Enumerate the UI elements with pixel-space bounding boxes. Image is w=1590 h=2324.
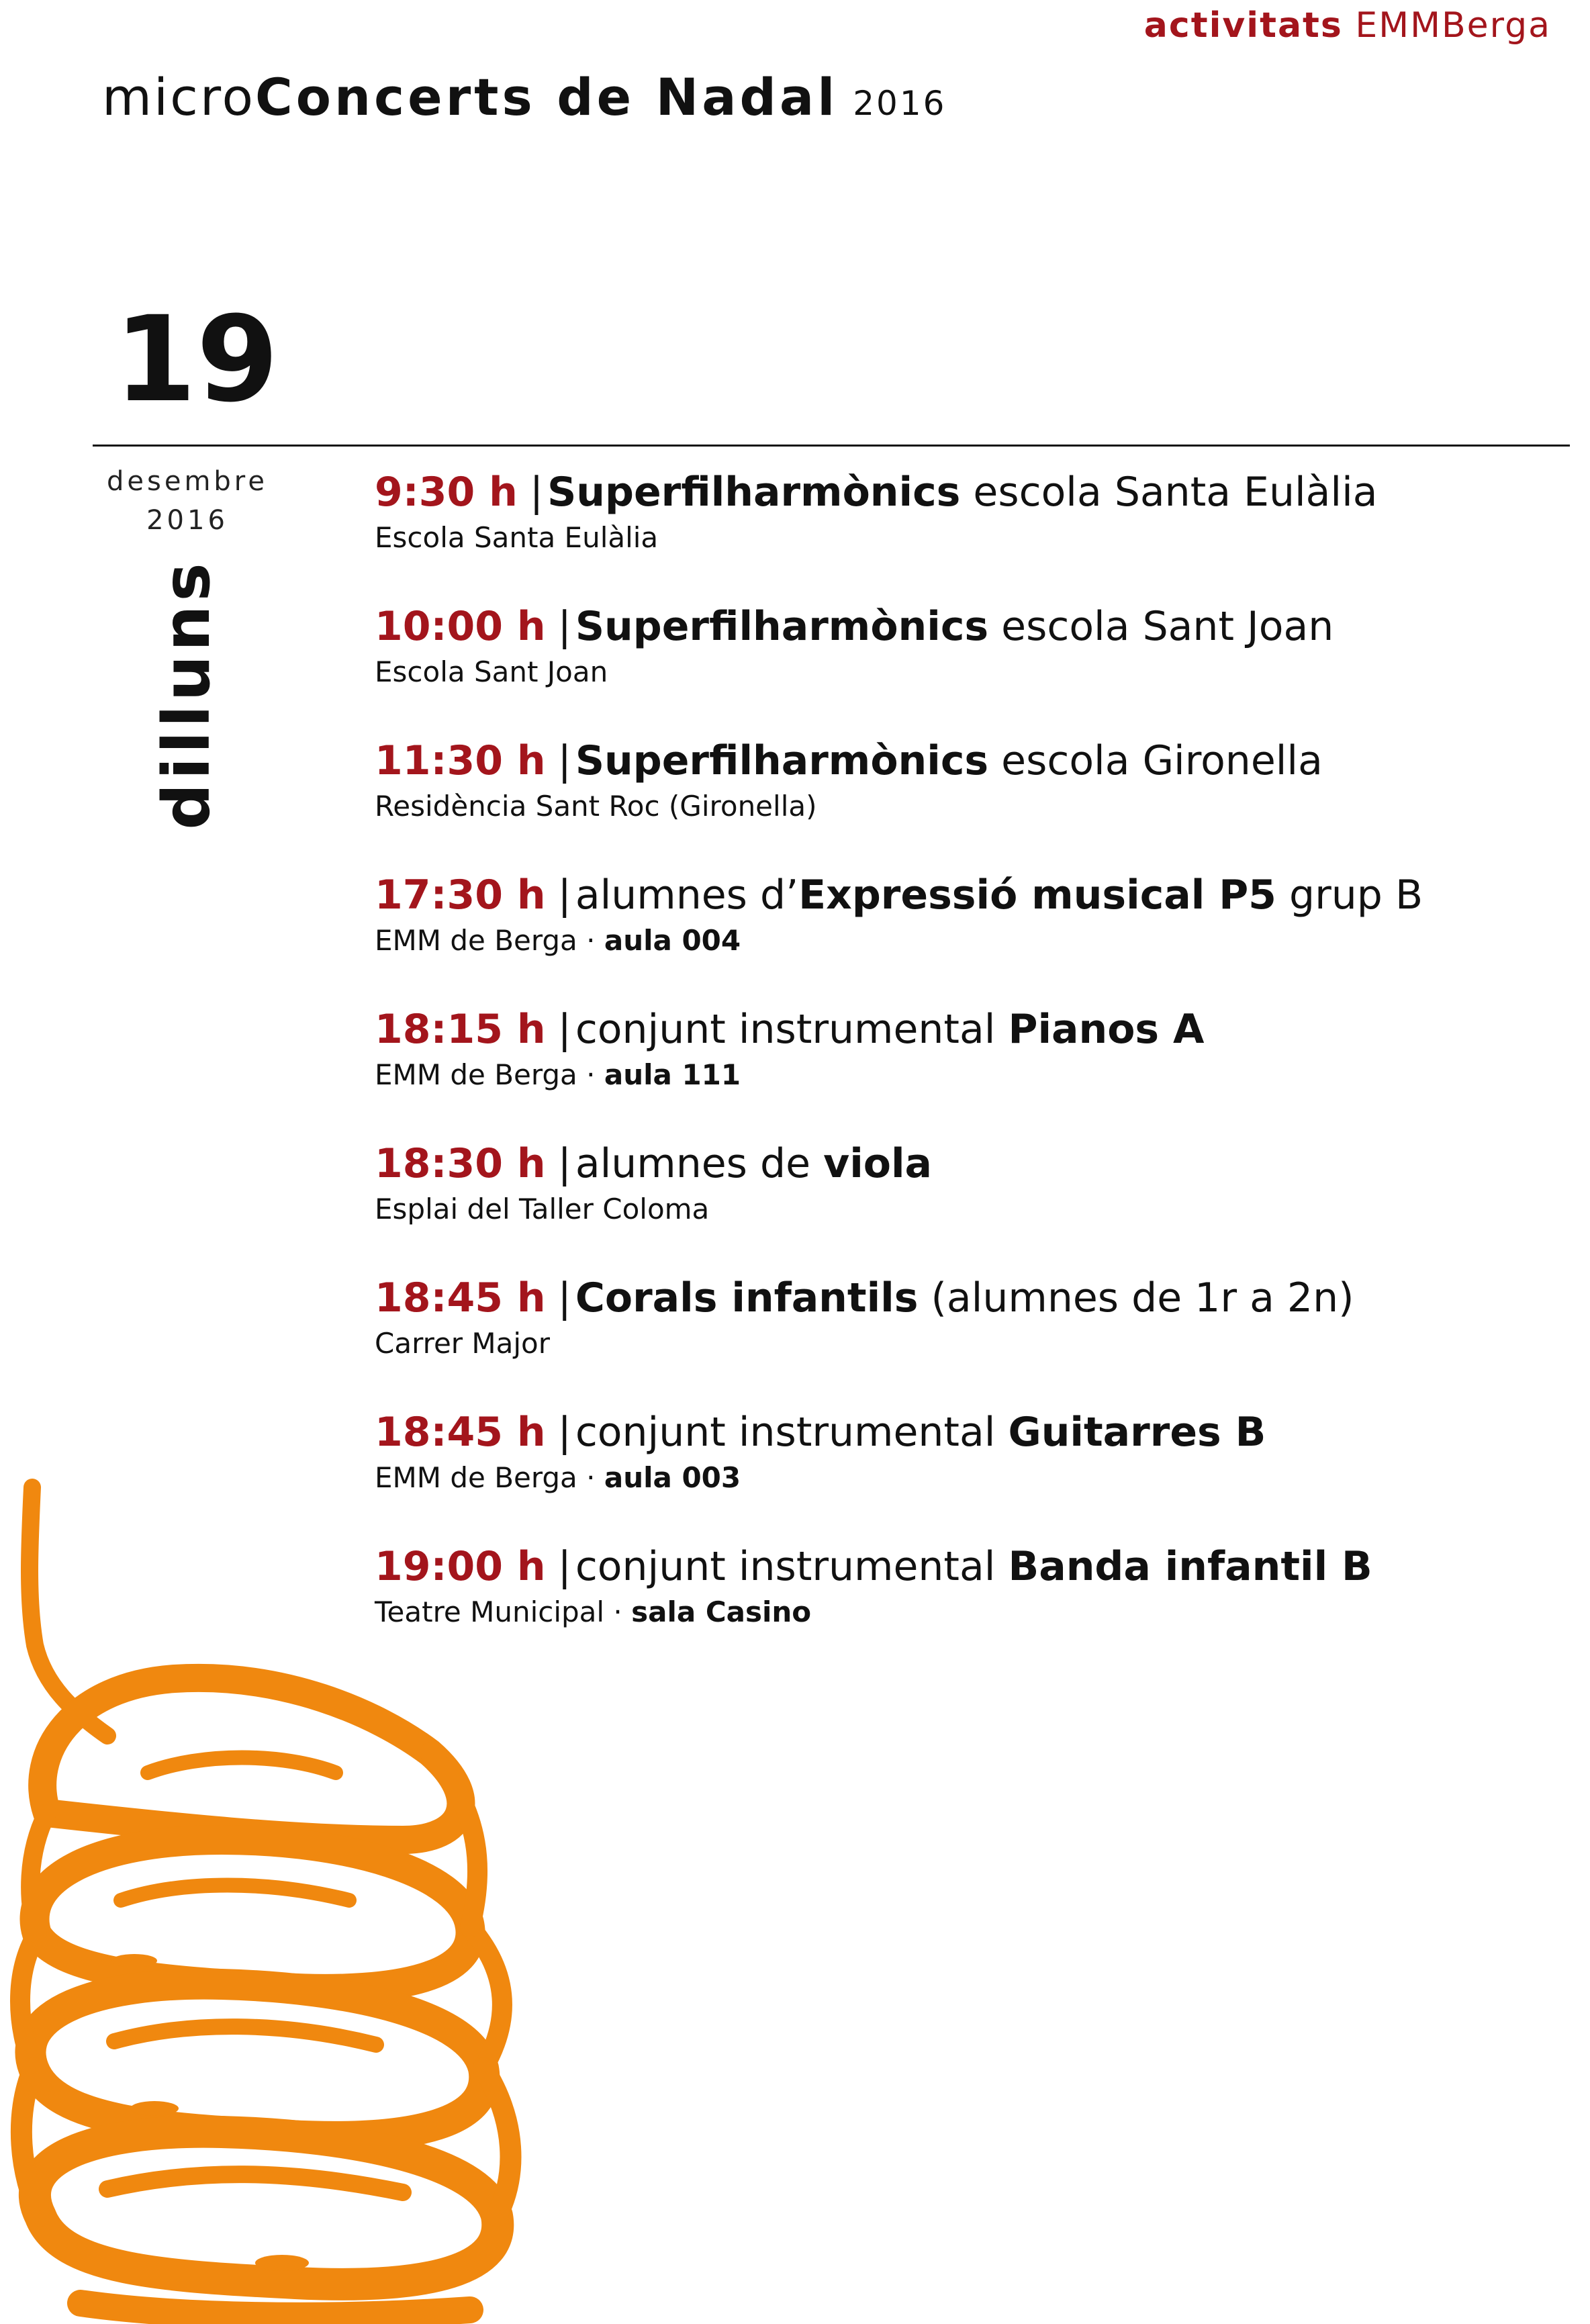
event-separator: | [557, 1543, 571, 1590]
event-time: 11:30 h [375, 737, 546, 784]
event-separator: | [557, 603, 571, 650]
event-title [375, 868, 1556, 923]
event-time: 10:00 h [375, 603, 546, 650]
event-place: EMM de Berga · [375, 1461, 604, 1494]
event-room: sala Casino [631, 1595, 812, 1628]
organizer-label-bold: activitats [1143, 5, 1343, 46]
event-suffix: escola Sant Joan [988, 603, 1334, 650]
event-separator: | [557, 737, 571, 784]
event-place: Escola Santa Eulàlia [375, 521, 659, 554]
event-highlight: Expressió musical P5 [798, 872, 1276, 919]
month-label: desembre [107, 466, 268, 497]
year-label: 2016 [146, 505, 228, 536]
event-title [375, 465, 1556, 520]
event-time: 18:45 h [375, 1409, 546, 1456]
event-location [375, 1191, 1556, 1227]
event-separator: | [557, 1409, 571, 1456]
event-location [375, 788, 1556, 825]
organizer-label-regular: EMMBerga [1355, 5, 1551, 46]
event-location [375, 654, 1556, 690]
event-title [375, 1270, 1556, 1326]
event-item [375, 1270, 1556, 1405]
event-prefix: conjunt instrumental [575, 1543, 1009, 1590]
event-prefix: alumnes de [575, 1140, 824, 1187]
event-separator: | [557, 872, 571, 919]
event-location [375, 1460, 1556, 1496]
event-location [375, 923, 1556, 959]
event-time: 17:30 h [375, 872, 546, 919]
event-item [375, 599, 1556, 733]
event-room: aula 111 [604, 1058, 741, 1091]
event-prefix: alumnes d’ [575, 872, 799, 919]
event-title [375, 599, 1556, 654]
event-title [375, 1136, 1556, 1191]
weekday-label: dilluns [149, 559, 224, 830]
event-separator: | [557, 1274, 571, 1321]
event-room: aula 003 [604, 1461, 741, 1494]
event-prefix: conjunt instrumental [575, 1409, 1009, 1456]
event-place: Esplai del Taller Coloma [375, 1193, 710, 1225]
month-year [93, 462, 282, 540]
event-item [375, 1002, 1556, 1136]
event-title [375, 733, 1556, 788]
event-highlight: Superfilharmònics [547, 469, 961, 516]
event-suffix: grup B [1276, 872, 1423, 919]
event-time: 19:00 h [375, 1543, 546, 1590]
event-separator: | [557, 1006, 571, 1053]
event-title [375, 1002, 1556, 1057]
event-location [375, 1057, 1556, 1093]
title-year: 2016 [853, 84, 947, 123]
event-place: Residència Sant Roc (Gironella) [375, 790, 817, 823]
page-title [102, 67, 947, 127]
event-place: EMM de Berga · [375, 1058, 604, 1091]
event-item [375, 733, 1556, 868]
event-highlight: Banda infantil B [1008, 1543, 1372, 1590]
event-time: 9:30 h [375, 469, 518, 516]
title-main: Concerts de Nadal [255, 67, 839, 127]
event-place: Teatre Municipal · [375, 1595, 632, 1628]
event-time: 18:15 h [375, 1006, 546, 1053]
event-highlight: Superfilharmònics [575, 603, 989, 650]
event-time: 18:30 h [375, 1140, 546, 1187]
organizer-label [1144, 5, 1551, 46]
event-place: Escola Sant Joan [375, 655, 608, 688]
event-highlight: viola [823, 1140, 933, 1187]
event-separator: | [557, 1140, 571, 1187]
event-place: Carrer Major [375, 1327, 551, 1360]
event-suffix: escola Gironella [988, 737, 1323, 784]
title-prefix: micro [102, 67, 256, 127]
event-location [375, 520, 1556, 556]
event-item [375, 868, 1556, 1002]
day-number: 19 [114, 291, 279, 428]
event-location [375, 1594, 1556, 1630]
event-room: aula 004 [604, 924, 741, 957]
event-item [375, 1136, 1556, 1270]
event-place: EMM de Berga · [375, 924, 604, 957]
event-separator: | [529, 469, 544, 516]
event-highlight: Pianos A [1008, 1006, 1205, 1053]
orange-spiral-decoration [0, 1464, 551, 2324]
event-time: 18:45 h [375, 1274, 546, 1321]
event-location [375, 1326, 1556, 1362]
divider-rule [93, 445, 1570, 447]
event-item [375, 465, 1556, 599]
event-item [375, 1405, 1556, 1539]
event-highlight: Guitarres B [1008, 1409, 1266, 1456]
event-title [375, 1539, 1556, 1594]
event-item [375, 1539, 1556, 1673]
event-title [375, 1405, 1556, 1460]
event-suffix: escola Santa Eulàlia [960, 469, 1378, 516]
event-highlight: Corals infantils [575, 1274, 919, 1321]
event-list [375, 465, 1556, 1673]
event-suffix: (alumnes de 1r a 2n) [918, 1274, 1354, 1321]
event-prefix: conjunt instrumental [575, 1006, 1009, 1053]
event-highlight: Superfilharmònics [575, 737, 989, 784]
